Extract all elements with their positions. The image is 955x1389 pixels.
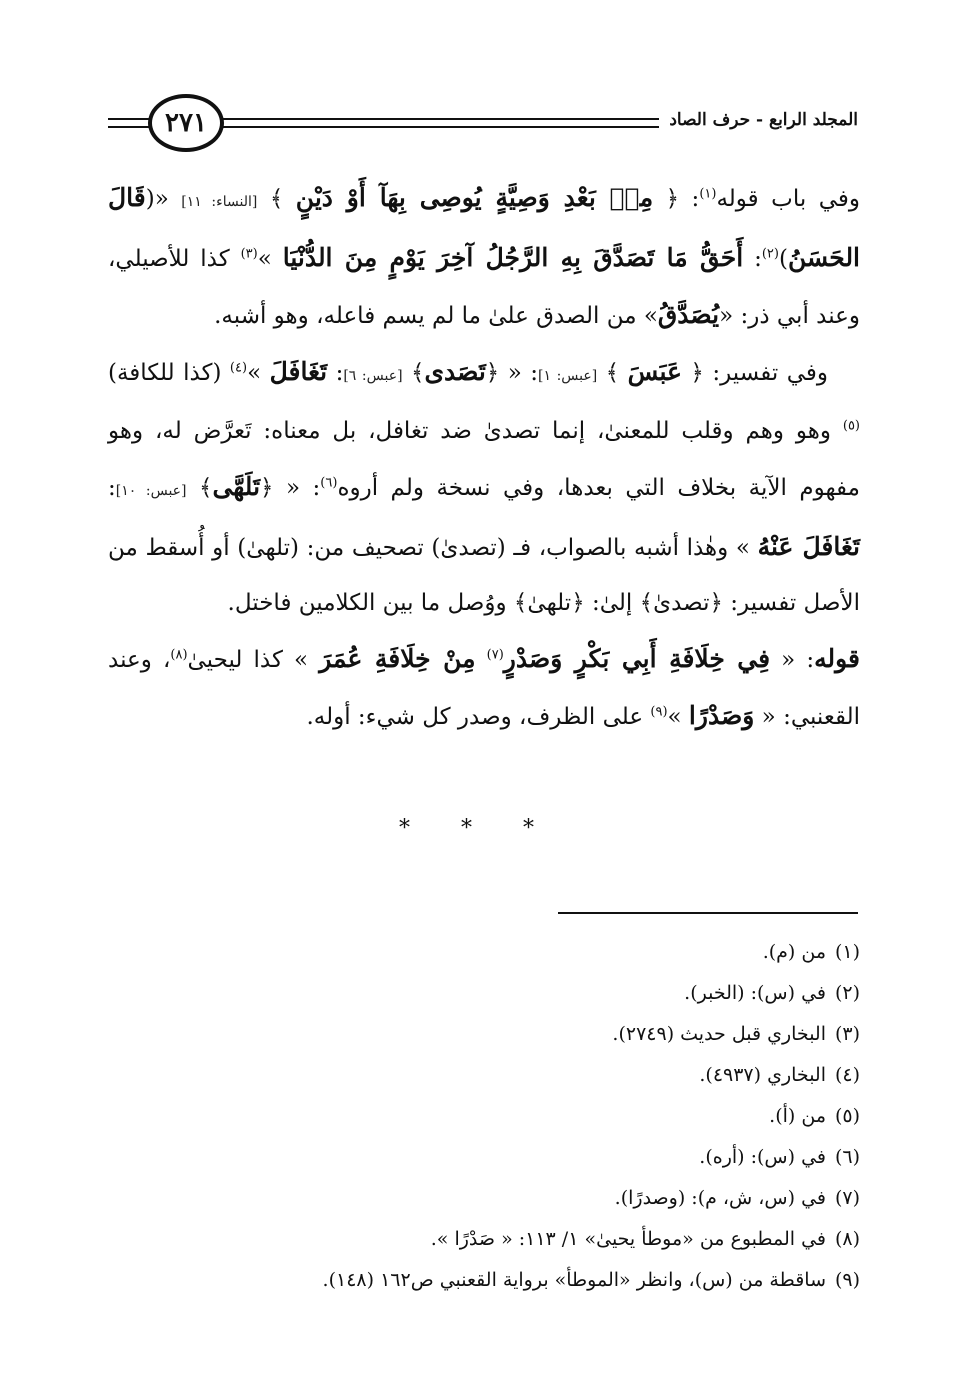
running-title: المجلد الرابع - حرف الصاد (659, 110, 858, 130)
text-run: : ﴿ (653, 186, 700, 212)
footnote-number: (٣) (834, 1023, 860, 1045)
text-run: على الظرف، وصدر كل شيء: أوله. (306, 704, 651, 730)
paragraph (108, 631, 860, 745)
footnote-rule (558, 912, 858, 914)
verse-citation: [عبس: ١] (538, 368, 598, 384)
text-run: ﴾ (402, 360, 425, 386)
text-run: ﴾ (257, 186, 296, 212)
text-run: : (743, 246, 762, 272)
paragraph (108, 170, 860, 344)
footnote-text: ساقطة من (س)، وانظر «الموطأ» برواية القعنبي ص١٦٢ (١٤٨). (322, 1269, 826, 1291)
footnote-marker: (٩) (650, 704, 668, 720)
footnote-item (108, 1219, 860, 1260)
text-run: ﴾ (597, 360, 628, 386)
page-header (108, 92, 858, 162)
footnote-marker: (٤) (229, 360, 248, 376)
footnote-item (108, 1014, 860, 1055)
quoted-text: قوله (814, 644, 860, 673)
text-run: : « (770, 647, 815, 673)
text-run: ﴾ (186, 475, 213, 501)
text-run: » من الصدق علىٰ ما لم يسم فاعله، وهو أشبه. (214, 303, 658, 329)
text-run: : « ﴿ (260, 475, 321, 501)
footnote-marker: (٣) (240, 246, 258, 262)
page-number-badge (148, 94, 224, 152)
footnote-item (108, 932, 860, 973)
footnote-number: (٦) (834, 1146, 860, 1168)
footnote-number: (٨) (834, 1228, 860, 1250)
text-run: » وهٰذا أشبه بالصواب، فـ (تصدىٰ) تصحيف من: (تلهىٰ) أو أُسقط من الأصل تفسير: ﴿تصدىٰ﴾ إلىٰ: ﴿تلهىٰ﴾ ووُصل ما بين الكلامين فاختل. (108, 535, 860, 616)
footnote-text: من (م). (762, 941, 826, 963)
footnote-marker: (٢) (761, 246, 779, 262)
text-run: (كذا للكافة) (108, 360, 230, 386)
footnote-text: في (س): (أره). (699, 1146, 826, 1168)
quoted-text: تَغَافَلَ (269, 357, 328, 386)
main-text (108, 170, 860, 745)
text-run: » (667, 704, 689, 730)
text-run: وفي تفسير: ﴿ (681, 360, 828, 386)
footnote-text: البخاري قبل حديث (٢٧٤٩). (612, 1023, 826, 1045)
section-separator: * * * (399, 816, 556, 841)
footnote-marker: (٥) (842, 418, 860, 434)
footnote-text: البخاري (٤٩٣٧). (699, 1064, 826, 1086)
text-run: ) (778, 246, 788, 272)
text-run: «( (145, 186, 182, 212)
footnote-text: في (س): (الخبر). (684, 982, 826, 1004)
footnote-marker: (٨) (170, 647, 188, 663)
footnote-item (108, 1260, 860, 1301)
quoted-text: فِي خِلَافَةِ أَبِي بَكْرٍ وَصَدْرٍ (503, 644, 771, 673)
footnote-item (108, 1055, 860, 1096)
footnote-item (108, 973, 860, 1014)
footnote-text: في المطبوع من «موطأ يحيىٰ» ١/ ١١٣: « صَدْرًا ». (430, 1228, 826, 1250)
quoted-text: تَلَهَّى (212, 472, 261, 501)
footnote-item (108, 1178, 860, 1219)
verse-citation: [النساء: ١١] (181, 194, 258, 210)
footnote-number: (٩) (834, 1269, 860, 1291)
footnote-number: (٢) (834, 982, 860, 1004)
footnote-marker: (٦) (320, 475, 338, 491)
quoted-text: وَصَدْرًا (688, 701, 755, 730)
text-run: » كذا ليحيىٰ (187, 647, 320, 673)
verse-citation: [عبس: ١٠] (115, 483, 187, 499)
footnote-marker: (١) (699, 186, 717, 202)
quoted-text: عَبَسَ (627, 357, 682, 386)
quoted-text: تَصَدى (424, 357, 486, 386)
footnote-text: في (س، ش، م): (وصدرًا). (614, 1187, 826, 1209)
footnote-marker: (٧) (486, 647, 504, 663)
page-number: ٢٧١ (165, 108, 207, 138)
text-run: ، وعند القعنبي: « (108, 647, 860, 730)
text-run: : (327, 360, 344, 386)
quoted-text: أَحَقُّ مَا تَصَدَّقَ بِهِ الرَّجُلُ آخِرَ يَوْمٍ مِنَ الدُّنْيَا (282, 243, 744, 272)
quoted-text: يُصَدَّقُ (657, 300, 720, 329)
text-run: كذا للأصيلي، وعند أبي ذر: « (108, 246, 860, 329)
quoted-text: مِنْ خِلَافَةِ عُمَرَ (319, 644, 476, 673)
verse-citation: [عبس: ٦] (343, 368, 403, 384)
footnote-item (108, 1096, 860, 1137)
text-run: » (257, 246, 283, 272)
text-run: » (247, 360, 270, 386)
paragraph (108, 344, 860, 631)
text-run: : (108, 475, 116, 501)
footnote-number: (١) (834, 941, 860, 963)
footnote-number: (٤) (834, 1064, 860, 1086)
quoted-text: مِنۢ بَعْدِ وَصِيَّةٍ يُوصِى بِهَآ أَوْ دَيْنٍ (295, 183, 654, 212)
quoted-text: قَالَ الحَسَنُ (108, 183, 861, 272)
footnote-text: من (أ). (769, 1105, 826, 1127)
text-run: : « ﴿ (485, 360, 538, 386)
text-run: وفي باب قوله (716, 186, 860, 212)
text-run: وهو وهم وقلب للمعنىٰ، إنما تصدىٰ ضد تغافل، بل معناه: تَعرَّض له، وهو مفهوم الآية بخلاف التي بعدها، وفي نسخة ولم أروه (108, 418, 861, 501)
footnote-item (108, 1137, 860, 1178)
text-run (476, 647, 487, 673)
footnote-number: (٧) (834, 1187, 860, 1209)
footnotes (108, 932, 860, 1301)
quoted-text: تَغَافَلَ عَنْهُ (757, 532, 860, 561)
footnote-number: (٥) (834, 1105, 860, 1127)
